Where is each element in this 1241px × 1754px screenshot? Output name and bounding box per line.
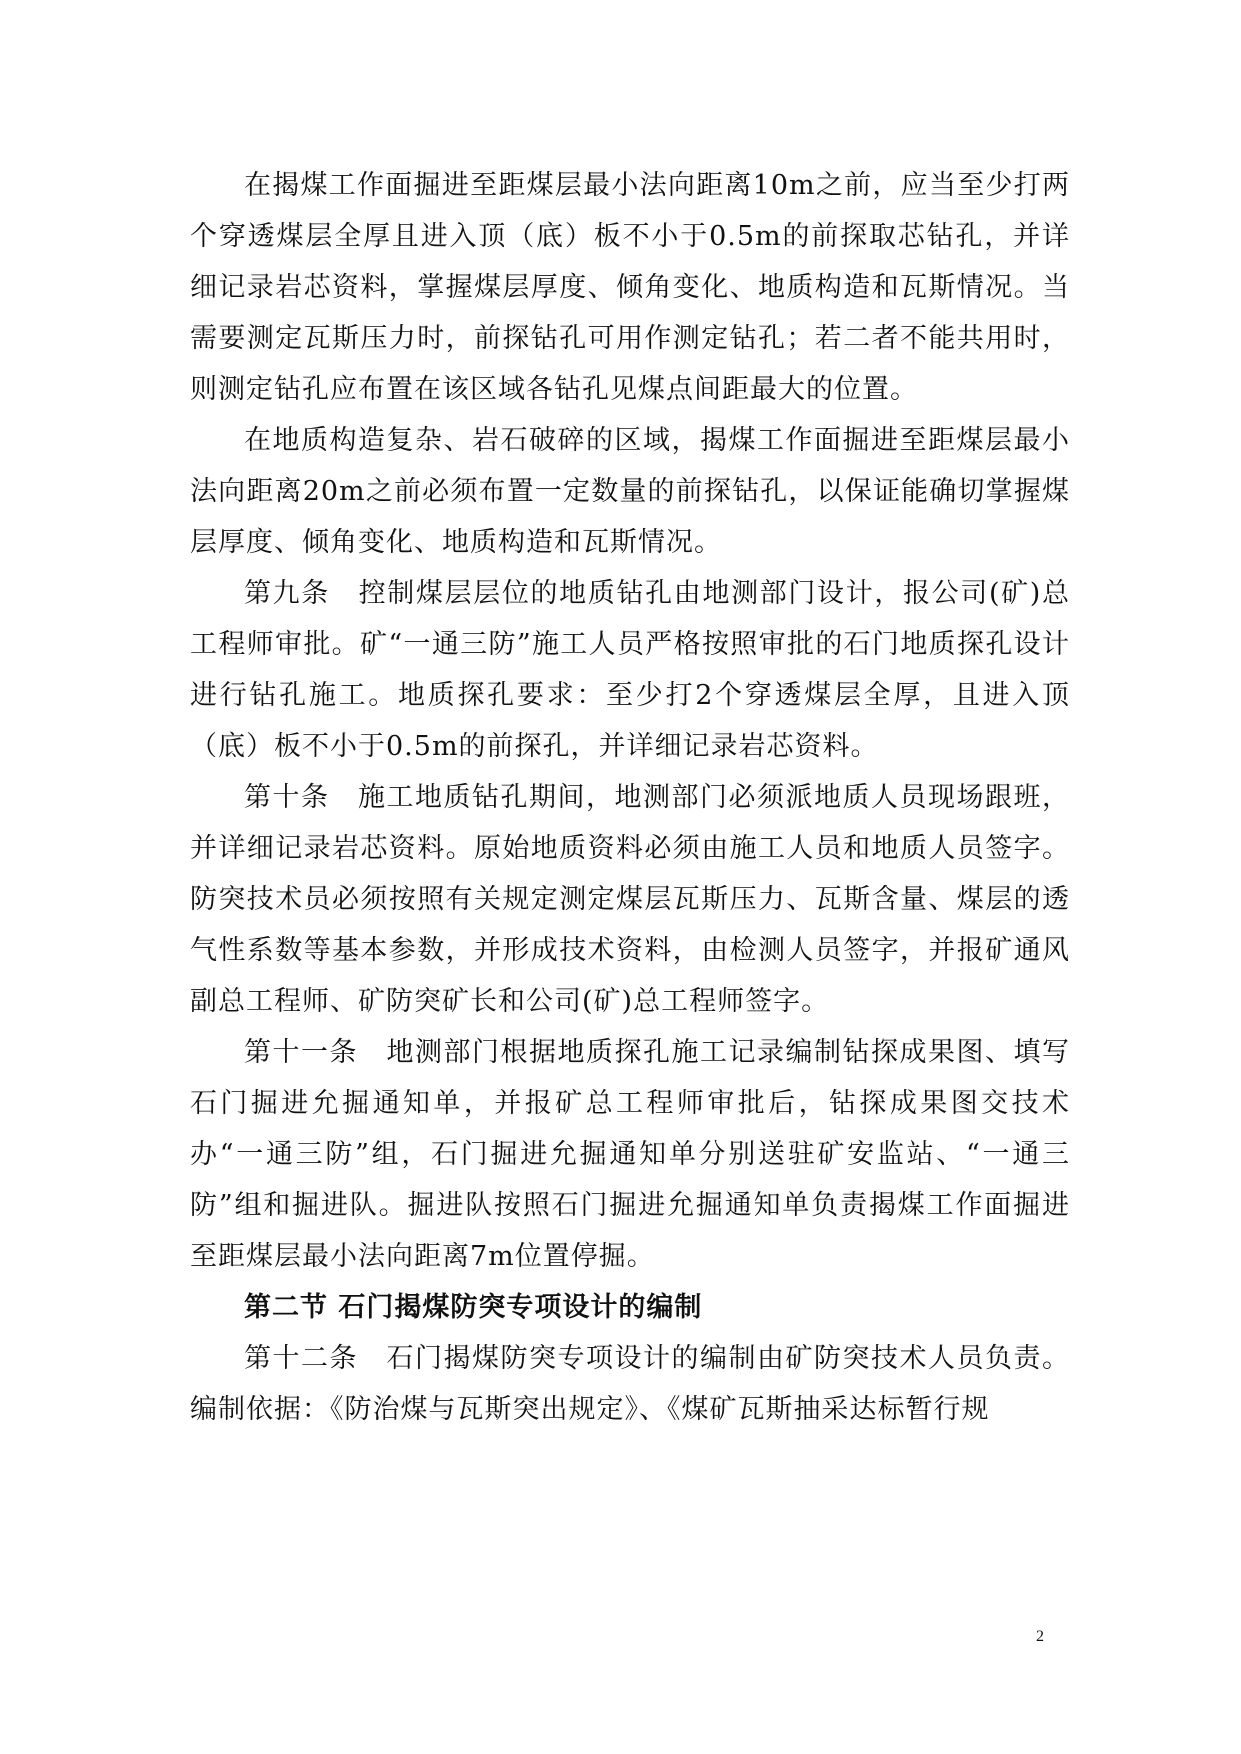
paragraph-article-12: 第十二条 石门揭煤防突专项设计的编制由矿防突技术人员负责。编制依据：《防治煤与瓦斯突出规定》、《煤矿瓦斯抽采达标暂行规 <box>190 1343 1070 1425</box>
paragraph-article-9: 第九条 控制煤层层位的地质钻孔由地测部门设计，报公司(矿)总工程师审批。矿“一通三防”施工人员严格按照审批的石门地质探孔设计进行钻孔施工。地质探孔要求：至少打2个穿透煤层全厚，且进入顶（底）板不小于0.5m的前探孔，并详细记录岩芯资料。 <box>190 578 1070 762</box>
paragraph-coal-exposure-drilling: 在揭煤工作面掘进至距煤层最小法向距离10m之前，应当至少打两个穿透煤层全厚且进入顶（底）板不小于0.5m的前探取芯钻孔，并详细记录岩芯资料，掌握煤层厚度、倾角变化、地质构造和瓦斯情况。当需要测定瓦斯压力时，前探钻孔可用作测定钻孔；若二者不能共用时，则测定钻孔应布置在该区域各钻孔见煤点间距最大的位置。 <box>190 170 1070 405</box>
page-number: 2 <box>1036 1628 1044 1645</box>
section-heading: 第二节 石门揭煤防突专项设计的编制 <box>244 1292 703 1323</box>
paragraph-complex-geology: 在地质构造复杂、岩石破碎的区域，揭煤工作面掘进至距煤层最小法向距离20m之前必须布置一定数量的前探钻孔，以保证能确切掌握煤层厚度、倾角变化、地质构造和瓦斯情况。 <box>190 425 1070 558</box>
document-body <box>190 160 1070 1435</box>
paragraph-article-10: 第十条 施工地质钻孔期间，地测部门必须派地质人员现场跟班，并详细记录岩芯资料。原始地质资料必须由施工人员和地质人员签字。防突技术员必须按照有关规定测定煤层瓦斯压力、瓦斯含量、煤层的透气性系数等基本参数，并形成技术资料，由检测人员签字，并报矿通风副总工程师、矿防突矿长和公司(矿)总工程师签字。 <box>190 782 1070 1017</box>
paragraph-article-11: 第十一条 地测部门根据地质探孔施工记录编制钻探成果图、填写石门掘进允掘通知单，并报矿总工程师审批后，钻探成果图交技术办“一通三防”组，石门掘进允掘通知单分别送驻矿安监站、“一通三防”组和掘进队。掘进队按照石门掘进允掘通知单负责揭煤工作面掘进至距煤层最小法向距离7m位置停掘。 <box>190 1037 1070 1272</box>
